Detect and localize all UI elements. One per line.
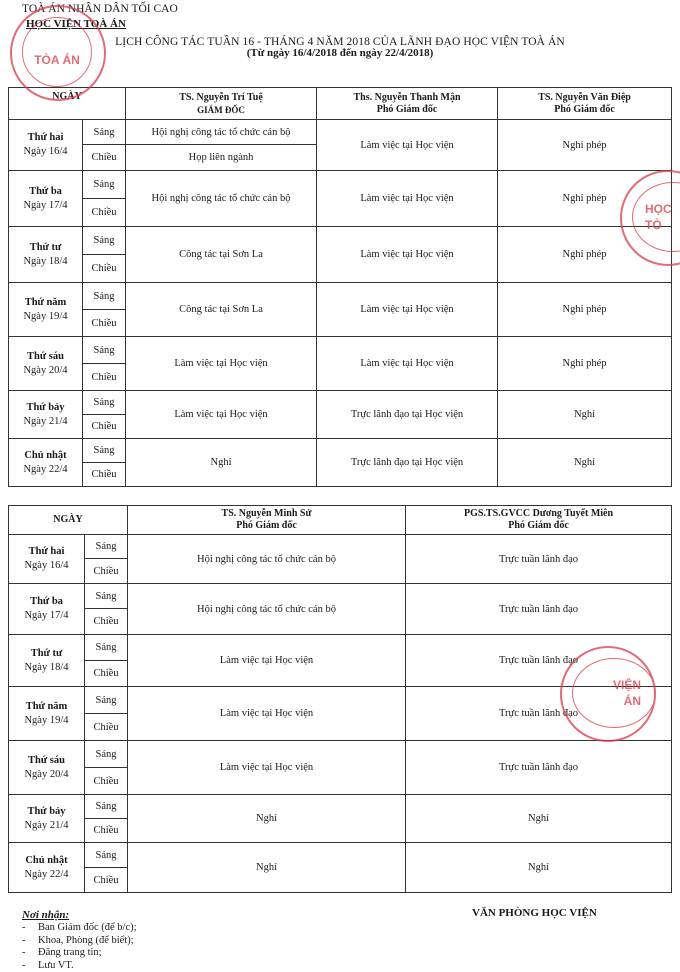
day-cell: Thứ tư Ngày 18/4 <box>9 635 85 687</box>
schedule-cell: Nghỉ phép <box>498 337 672 391</box>
schedule-cell: Nghỉ phép <box>498 171 672 227</box>
list-item: - Ban Giám đốc (để b/c); <box>22 922 137 935</box>
table-header-row <box>9 506 672 535</box>
session-cell: Sáng <box>85 741 128 768</box>
schedule-cell: Làm việc tại Học viện <box>126 337 317 391</box>
day-cell: Thứ bảy Ngày 21/4 <box>9 391 83 439</box>
day-cell: Thứ bảy Ngày 21/4 <box>9 795 85 843</box>
schedule-cell: Hội nghị công tác tổ chức cán bộ <box>128 584 406 635</box>
table-row <box>9 584 672 609</box>
schedule-cell: Làm việc tại Học viện <box>317 227 498 283</box>
org-name: TOÀ ÁN NHÂN DÂN TỐI CAO <box>22 3 178 15</box>
schedule-cell: Nghỉ <box>128 843 406 893</box>
session-cell: Sáng <box>85 584 128 609</box>
day-cell: Thứ ba Ngày 17/4 <box>9 171 83 227</box>
leader-header: Ths. Nguyễn Thanh Mận Phó Giám đốc <box>317 88 498 120</box>
schedule-cell: Hội nghị công tác tổ chức cán bộ <box>128 535 406 584</box>
schedule-cell: Hội nghị công tác tổ chức cán bộ <box>126 120 317 145</box>
session-cell: Sáng <box>83 391 126 415</box>
session-cell: Chiều <box>85 819 128 843</box>
page-title: LỊCH CÔNG TÁC TUẦN 16 - THÁNG 4 NĂM 2018 CỦA LÃNH ĐẠO HỌC VIỆN TOÀ ÁN <box>0 36 680 48</box>
schedule-cell: Công tác tại Sơn La <box>126 227 317 283</box>
session-cell: Chiều <box>85 768 128 795</box>
table-row <box>9 635 672 661</box>
session-cell: Chiều <box>83 255 126 283</box>
session-cell: Chiều <box>83 415 126 439</box>
table-row <box>9 283 672 310</box>
session-cell: Sáng <box>85 687 128 714</box>
dept-name: HỌC VIỆN TOÀ ÁN <box>26 18 126 30</box>
schedule-cell: Nghỉ <box>498 391 672 439</box>
leader-header: PGS.TS.GVCC Dương Tuyết Miên Phó Giám đốc <box>406 506 672 535</box>
table-row <box>9 843 672 868</box>
day-cell: Thứ hai Ngày 16/4 <box>9 535 85 584</box>
schedule-cell: Nghỉ <box>498 439 672 487</box>
recipients-title: Nơi nhận: <box>22 909 69 921</box>
table-row <box>9 741 672 768</box>
session-cell: Chiều <box>85 559 128 584</box>
schedule-cell: Làm việc tại Học viện <box>317 337 498 391</box>
schedule-cell: Hội nghị công tác tổ chức cán bộ <box>126 171 317 227</box>
session-cell: Sáng <box>83 120 126 145</box>
session-cell: Chiều <box>83 364 126 391</box>
schedule-cell: Trực tuần lãnh đạo <box>406 741 672 795</box>
day-cell: Thứ ba Ngày 17/4 <box>9 584 85 635</box>
session-cell: Sáng <box>85 635 128 661</box>
schedule-cell: Họp liên ngành <box>126 145 317 171</box>
seal-stamp-middle: VIỆN ÁN <box>560 646 656 742</box>
session-cell: Sáng <box>85 535 128 559</box>
table-row <box>9 439 672 463</box>
day-cell: Chủ nhật Ngày 22/4 <box>9 843 85 893</box>
day-cell: Thứ sáu Ngày 20/4 <box>9 741 85 795</box>
table-row <box>9 535 672 559</box>
table-row <box>9 795 672 819</box>
schedule-cell: Trực tuần lãnh đạo <box>406 635 672 687</box>
session-cell: Sáng <box>83 439 126 463</box>
session-cell: Chiều <box>83 310 126 337</box>
session-cell: Chiều <box>85 868 128 893</box>
session-cell: Chiều <box>85 714 128 741</box>
table-row <box>9 337 672 364</box>
schedule-cell: Làm việc tại Học viện <box>128 635 406 687</box>
table-row <box>9 120 672 145</box>
page-subtitle: (Từ ngày 16/4/2018 đến ngày 22/4/2018) <box>0 47 680 59</box>
session-cell: Sáng <box>83 227 126 255</box>
day-cell: Thứ sáu Ngày 20/4 <box>9 337 83 391</box>
session-cell: Sáng <box>83 171 126 199</box>
schedule-cell: Nghỉ <box>406 843 672 893</box>
day-cell: Thứ năm Ngày 19/4 <box>9 687 85 741</box>
session-cell: Chiều <box>85 661 128 687</box>
seal-stamp-right: HỌC TÒ <box>620 170 680 266</box>
schedule-cell: Làm việc tại Học viện <box>317 283 498 337</box>
schedule-cell: Làm việc tại Học viện <box>126 391 317 439</box>
table-row <box>9 171 672 199</box>
session-cell: Sáng <box>85 795 128 819</box>
schedule-cell: Nghỉ <box>128 795 406 843</box>
schedule-cell: Làm việc tại Học viện <box>317 120 498 171</box>
session-cell: Chiều <box>83 463 126 487</box>
leader-header: TS. Nguyễn Văn Điệp Phó Giám đốc <box>498 88 672 120</box>
schedule-cell: Công tác tại Sơn La <box>126 283 317 337</box>
office-signature: VĂN PHÒNG HỌC VIỆN <box>472 907 597 919</box>
day-column-header: NGÀY <box>9 88 126 120</box>
schedule-cell: Làm việc tại Học viện <box>317 171 498 227</box>
session-cell: Sáng <box>85 843 128 868</box>
schedule-table-1 <box>8 87 672 487</box>
schedule-cell: Trực tuần lãnh đạo <box>406 584 672 635</box>
session-cell: Sáng <box>83 337 126 364</box>
day-cell: Chủ nhật Ngày 22/4 <box>9 439 83 487</box>
leader-header: TS. Nguyễn Trí Tuệ GIÁM ĐỐC <box>126 88 317 120</box>
schedule-cell: Nghỉ phép <box>498 120 672 171</box>
day-cell: Thứ hai Ngày 16/4 <box>9 120 83 171</box>
schedule-cell: Nghỉ phép <box>498 283 672 337</box>
list-item: - Đăng trang tin; <box>22 947 137 960</box>
session-cell: Chiều <box>83 199 126 227</box>
schedule-cell: Trực lãnh đạo tại Học viện <box>317 391 498 439</box>
day-cell: Thứ năm Ngày 19/4 <box>9 283 83 337</box>
day-column-header: NGÀY <box>9 506 128 535</box>
leader-header: TS. Nguyễn Minh Sử Phó Giám đốc <box>128 506 406 535</box>
schedule-cell: Trực lãnh đạo tại Học viện <box>317 439 498 487</box>
table-row <box>9 391 672 415</box>
schedule-cell: Nghỉ phép <box>498 227 672 283</box>
schedule-cell: Trực tuần lãnh đạo <box>406 535 672 584</box>
day-cell: Thứ tư Ngày 18/4 <box>9 227 83 283</box>
recipients-list <box>22 922 137 972</box>
schedule-cell: Nghỉ <box>406 795 672 843</box>
list-item: - Lưu VT. <box>22 960 137 972</box>
session-cell: Sáng <box>83 283 126 310</box>
session-cell: Chiều <box>85 609 128 635</box>
schedule-cell: Nghỉ <box>126 439 317 487</box>
schedule-cell: Làm việc tại Học viện <box>128 741 406 795</box>
seal-stamp-top: TÒA ÁN <box>10 5 106 101</box>
table-row <box>9 227 672 255</box>
schedule-cell: Làm việc tại Học viện <box>128 687 406 741</box>
list-item: - Khoa, Phòng (để biết); <box>22 935 137 948</box>
table-header-row <box>9 88 672 120</box>
schedule-cell: Trực tuần lãnh đạo <box>406 687 672 741</box>
session-cell: Chiều <box>83 145 126 171</box>
